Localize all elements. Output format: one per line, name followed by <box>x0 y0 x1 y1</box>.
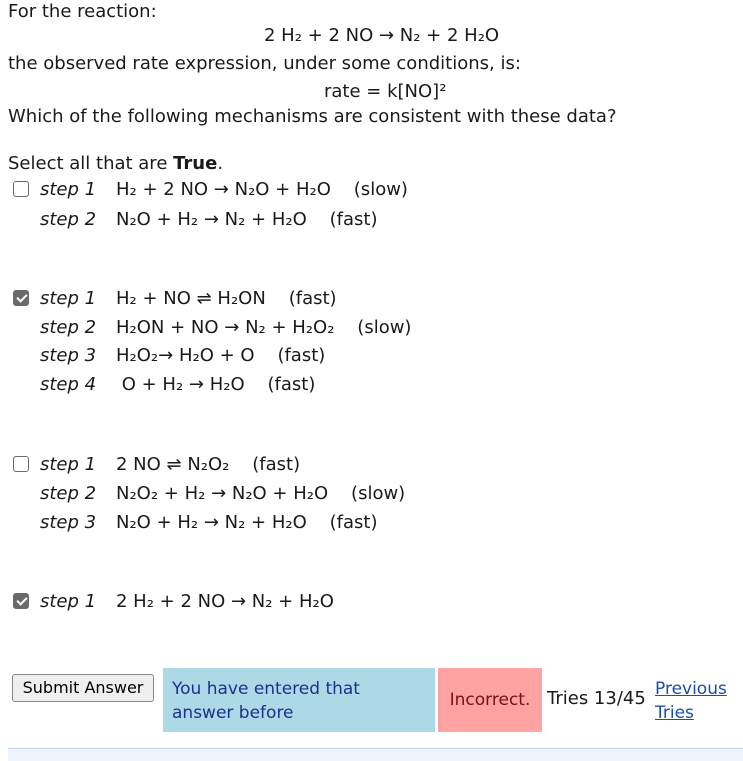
instruction-bold: True <box>173 153 218 174</box>
incorrect-badge: Incorrect. <box>438 668 542 732</box>
previous-tries-link[interactable]: Previous Tries <box>655 679 727 723</box>
submit-answer-button[interactable]: Submit Answer <box>12 674 154 702</box>
step-equation: H₂ON + NO → N₂ + H₂O₂ (slow) <box>116 317 412 338</box>
option-4-checkbox[interactable] <box>13 593 29 609</box>
question-prompt: Which of the following mechanisms are consistent with these data? <box>8 106 617 127</box>
step-equation: N₂O + H₂ → N₂ + H₂O (fast) <box>116 512 378 533</box>
step-label: step 3 <box>40 512 97 533</box>
step-equation: N₂O + H₂ → N₂ + H₂O (fast) <box>116 209 378 230</box>
step-label: step 1 <box>40 288 97 309</box>
bottom-bar <box>8 748 743 761</box>
step-label: step 2 <box>40 483 97 504</box>
step-equation: 2 H₂ + 2 NO → N₂ + H₂O <box>116 591 334 612</box>
step-label: step 2 <box>40 317 97 338</box>
step-equation: 2 NO ⇌ N₂O₂ (fast) <box>116 454 301 475</box>
overall-reaction: 2 H₂ + 2 NO → N₂ + 2 H₂O <box>264 25 500 46</box>
step-equation: O + H₂ → H₂O (fast) <box>116 374 316 395</box>
step-label: step 2 <box>40 209 97 230</box>
step-label: step 1 <box>40 454 97 475</box>
already-entered-message: You have entered that answer before <box>163 668 435 732</box>
step-equation: H₂ + 2 NO → N₂O + H₂O (slow) <box>116 179 408 200</box>
tries-counter: Tries 13/45 <box>547 688 646 709</box>
reaction-intro: For the reaction: <box>8 1 157 22</box>
step-equation: N₂O₂ + H₂ → N₂O + H₂O (slow) <box>116 483 406 504</box>
option-1-checkbox[interactable] <box>13 181 29 197</box>
step-label: step 1 <box>40 591 97 612</box>
step-equation: H₂ + NO ⇌ H₂ON (fast) <box>116 288 337 309</box>
step-equation: H₂O₂→ H₂O + O (fast) <box>116 345 326 366</box>
step-label: step 4 <box>40 374 97 395</box>
option-2-checkbox[interactable] <box>13 290 29 306</box>
step-label: step 3 <box>40 345 97 366</box>
step-label: step 1 <box>40 179 97 200</box>
rate-intro: the observed rate expression, under some conditions, is: <box>8 53 521 74</box>
instruction-prefix: Select all that are <box>8 153 174 174</box>
rate-expression: rate = k[NO]² <box>324 81 447 102</box>
option-3-checkbox[interactable] <box>13 456 29 472</box>
select-instruction <box>8 152 223 176</box>
instruction-suffix: . <box>217 153 224 174</box>
